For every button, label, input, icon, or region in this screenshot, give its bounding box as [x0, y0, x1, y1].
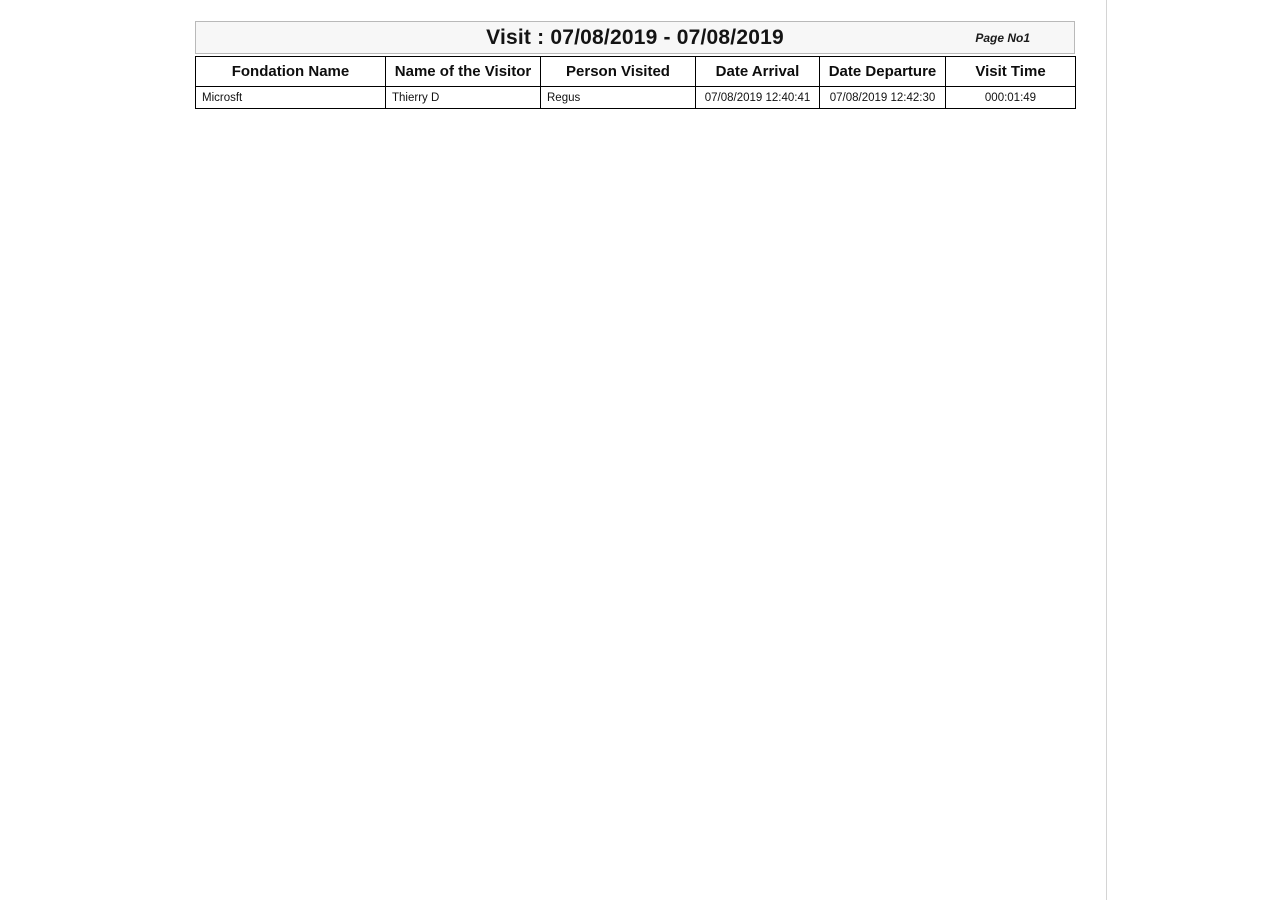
table-header-row — [196, 57, 1076, 87]
cell-visit-time: 000:01:49 — [946, 87, 1076, 109]
page-title: Visit : 07/08/2019 - 07/08/2019 — [486, 25, 784, 49]
cell-fondation-name: Microsft — [196, 87, 386, 109]
column-header-visitor-name: Name of the Visitor — [386, 57, 541, 87]
table-row — [196, 87, 1076, 109]
column-header-date-departure: Date Departure — [820, 57, 946, 87]
column-header-date-arrival: Date Arrival — [696, 57, 820, 87]
report-header — [195, 21, 1075, 54]
column-header-fondation-name: Fondation Name — [196, 57, 386, 87]
page-edge-divider — [1106, 0, 1107, 900]
cell-date-departure: 07/08/2019 12:42:30 — [820, 87, 946, 109]
cell-visitor-name: Thierry D — [386, 87, 541, 109]
cell-person-visited: Regus — [541, 87, 696, 109]
column-header-person-visited: Person Visited — [541, 57, 696, 87]
page-number-label: Page No1 — [975, 31, 1030, 45]
visit-report — [195, 21, 1075, 109]
cell-date-arrival: 07/08/2019 12:40:41 — [696, 87, 820, 109]
column-header-visit-time: Visit Time — [946, 57, 1076, 87]
visit-table — [195, 56, 1076, 109]
